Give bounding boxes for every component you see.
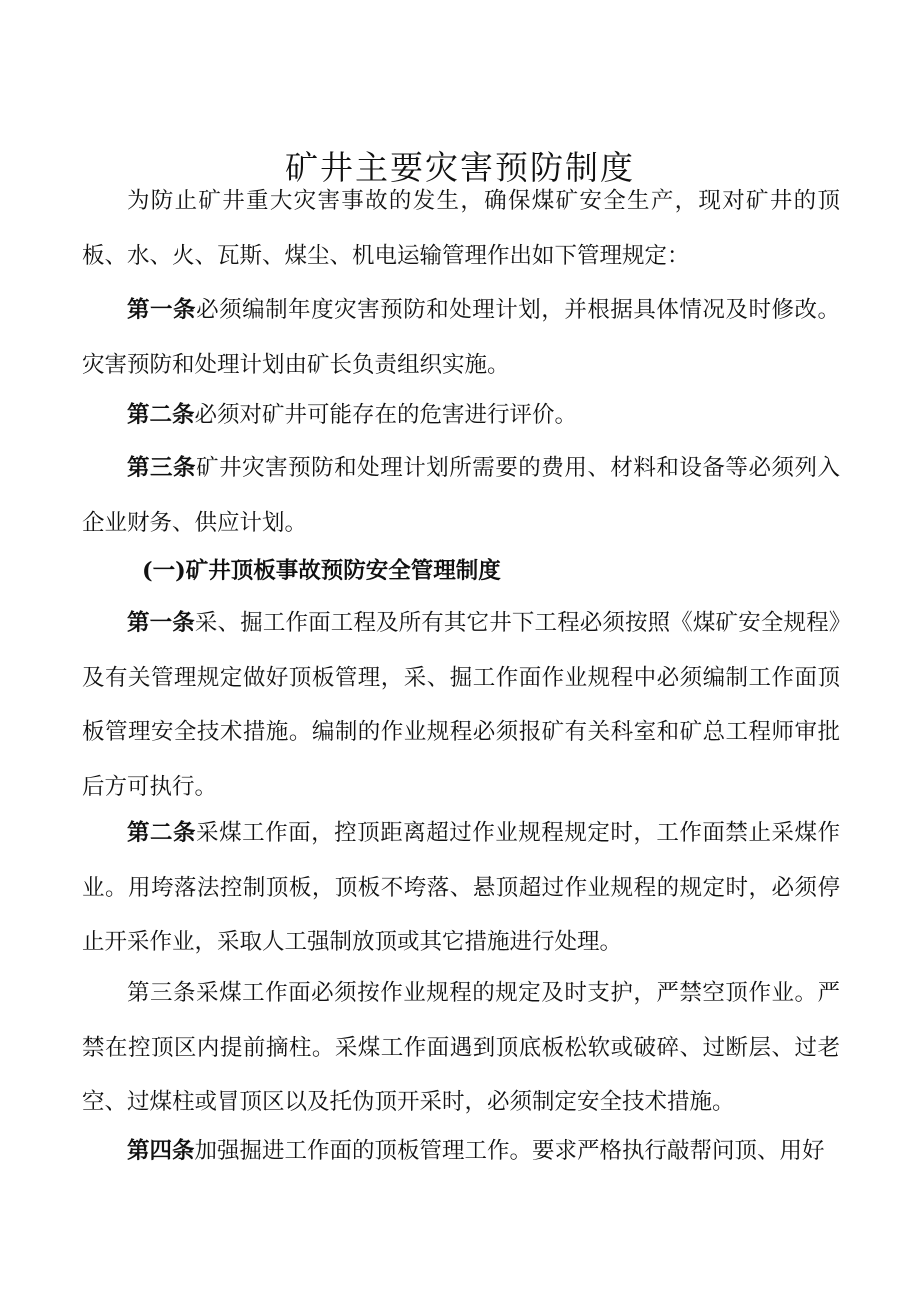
- article-label: 第三条: [127, 980, 197, 1006]
- article-text: 矿井灾害预防和处理计划所需要的费用、材料和设备等必须列入企业财务、供应计划。: [82, 455, 840, 536]
- article-label: 第二条: [127, 402, 195, 428]
- article-label: 第三条: [127, 455, 197, 481]
- article-text: 采煤工作面，控顶距离超过作业规程规定时，工作面禁止采煤作业。用垮落法控制顶板，顶板不垮落、悬顶超过作业规程的规定时，必须停止开采作业，采取人工强制放顶或其它措施进行处理。: [82, 820, 840, 955]
- article-text: 必须编制年度灾害预防和处理计划，并根据具体情况及时修改。灾害预防和处理计划由矿长负责组织实施。: [82, 297, 840, 378]
- article-text: 采、掘工作面工程及所有其它井下工程必须按照《煤矿安全规程》及有关管理规定做好顶板管理，采、掘工作面作业规程中必须编制工作面顶板管理安全技术措施。编制的作业规程必须报矿有关科室和矿总工程师审批后方可执行。: [82, 610, 840, 800]
- section-article-3: [82, 966, 840, 1130]
- section-article-2: [82, 806, 840, 970]
- section-article-4: [82, 1124, 840, 1179]
- article-label: 第四条: [127, 1138, 195, 1164]
- article-text: 必须对矿井可能存在的危害进行评价。: [194, 402, 578, 428]
- general-article-1: [82, 283, 840, 392]
- document-title: 矿井主要灾害预防制度: [285, 148, 635, 188]
- section-heading: (一)矿井顶板事故预防安全管理制度: [142, 558, 501, 584]
- article-text: 加强掘进工作面的顶板管理工作。要求严格执行敲帮问顶、用好: [194, 1138, 825, 1164]
- article-text: 采煤工作面必须按作业规程的规定及时支护，严禁空顶作业。严禁在控顶区内提前摘柱。采煤工作面遇到顶底板松软或破碎、过断层、过老空、过煤柱或冒顶区以及托伪顶开采时，必须制定安全技术措施。: [82, 980, 840, 1115]
- general-article-3: [82, 441, 840, 550]
- article-label: 第一条: [127, 297, 197, 323]
- article-label: 第二条: [127, 820, 197, 846]
- intro-paragraph: 为防止矿井重大灾害事故的发生，确保煤矿安全生产，现对矿井的顶板、水、火、瓦斯、煤尘、机电运输管理作出如下管理规定：: [82, 188, 840, 269]
- section-article-1: [82, 596, 840, 814]
- general-article-2: [82, 388, 840, 443]
- article-label: 第一条: [127, 610, 195, 636]
